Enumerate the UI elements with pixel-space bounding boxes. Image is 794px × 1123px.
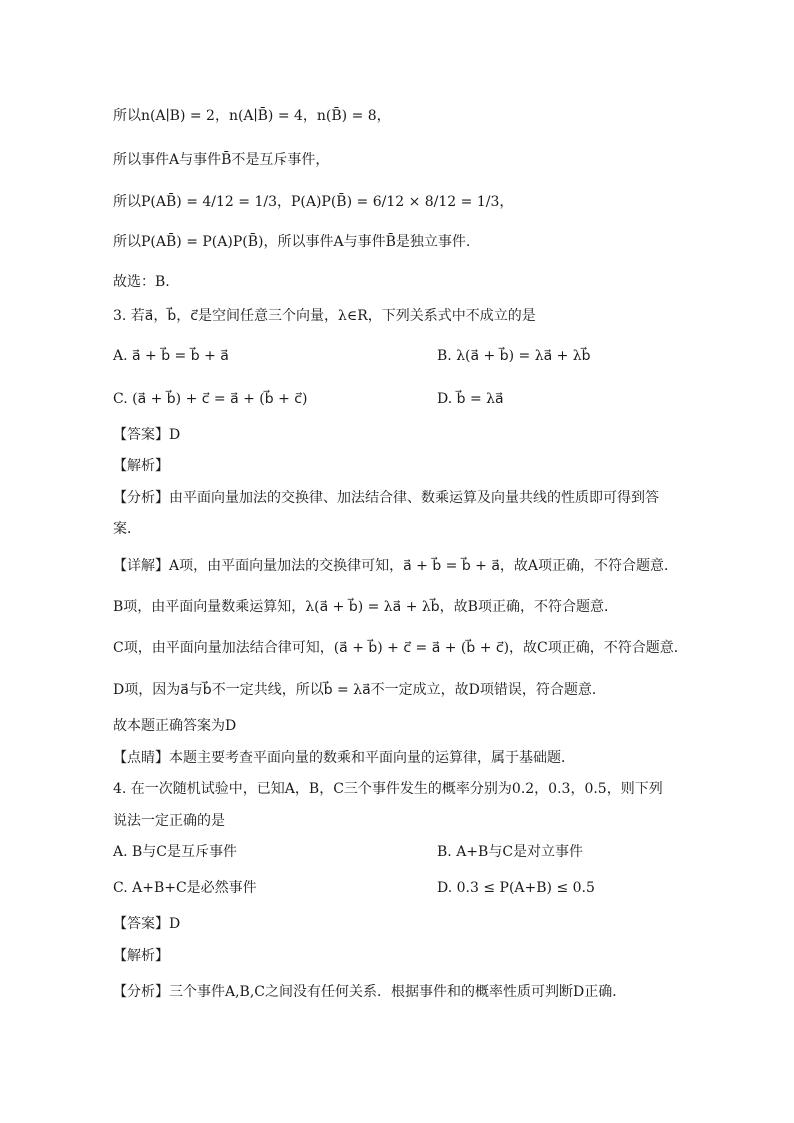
q4-option-d: D. 0.3 ≤ P(A+B) ≤ 0.5	[437, 880, 595, 896]
q3-detail-b: B项，由平面向量数乘运算知，λ(a⃗ + b⃗) = λa⃗ + λb⃗，故B项正确，不符合题意．	[113, 599, 618, 615]
q4-answer: 【答案】D	[113, 916, 181, 932]
q3-detail-d: D项，因为a⃗与b⃗不一定共线，所以b⃗ = λa⃗不一定成立，故D项错误，符合题意．	[113, 682, 606, 698]
question-4-line-2: 说法一定正确的是	[113, 813, 225, 829]
q3-jiexi: 【解析】	[113, 458, 169, 474]
text-line-4: 所以P(AB̄) = P(A)P(B̄)，所以事件A与事件B̄是独立事件.	[113, 234, 471, 250]
text-line-3: 所以P(AB̄) = 4/12 = 1/3，P(A)P(B̄) = 6/12 × 8/12 = 1/3，	[113, 194, 514, 210]
text-line-1: 所以n(A∣B) = 2，n(A∣B̄) = 4，n(B̄) = 8，	[113, 108, 391, 124]
q3-detail-a: 【详解】A项，由平面向量加法的交换律可知，a⃗ + b⃗ = b⃗ + a⃗，故A项正确，不符合题意．	[113, 558, 679, 574]
text-line-2: 所以事件A与事件B̄不是互斥事件，	[113, 152, 330, 168]
q3-fenxi-line-2: 案．	[113, 521, 141, 537]
q3-dianjing: 【点睛】本题主要考查平面向量的数乘和平面向量的运算律，属于基础题．	[113, 750, 575, 766]
text-line-5: 故选：B.	[113, 274, 170, 290]
q4-option-a: A. B与C是互斥事件	[113, 844, 238, 860]
q3-option-d: D. b⃗ = λa⃗	[437, 391, 504, 407]
q4-option-b: B. A+B与C是对立事件	[437, 844, 584, 860]
q4-fenxi: 【分析】三个事件A,B,C之间没有任何关系．根据事件和的概率性质可判断D正确．	[113, 984, 627, 1000]
q3-detail-c: C项，由平面向量加法结合律可知，(a⃗ + b⃗) + c⃗ = a⃗ + (b⃗ + c⃗)，故C项正确，不符合题意．	[113, 640, 688, 656]
q3-option-c: C. (a⃗ + b⃗) + c⃗ = a⃗ + (b⃗ + c⃗)	[113, 391, 308, 407]
question-3: 3. 若a⃗，b⃗，c⃗是空间任意三个向量，λ∈R，下列关系式中不成立的是	[113, 308, 536, 324]
q4-jiexi: 【解析】	[113, 948, 169, 964]
question-4-line-1: 4. 在一次随机试验中，已知A，B，C三个事件发生的概率分别为0.2，0.3，0.5，则下列	[113, 781, 663, 797]
q4-option-c: C. A+B+C是必然事件	[113, 880, 257, 896]
q3-option-a: A. a⃗ + b⃗ = b⃗ + a⃗	[113, 348, 229, 364]
q3-fenxi-line-1: 【分析】由平面向量加法的交换律、加法结合律、数乘运算及向量共线的性质即可得到答	[113, 490, 659, 506]
q3-conclusion: 故本题正确答案为D	[113, 718, 237, 734]
q3-option-b: B. λ(a⃗ + b⃗) = λa⃗ + λb⃗	[437, 348, 591, 364]
q3-answer: 【答案】D	[113, 427, 181, 443]
